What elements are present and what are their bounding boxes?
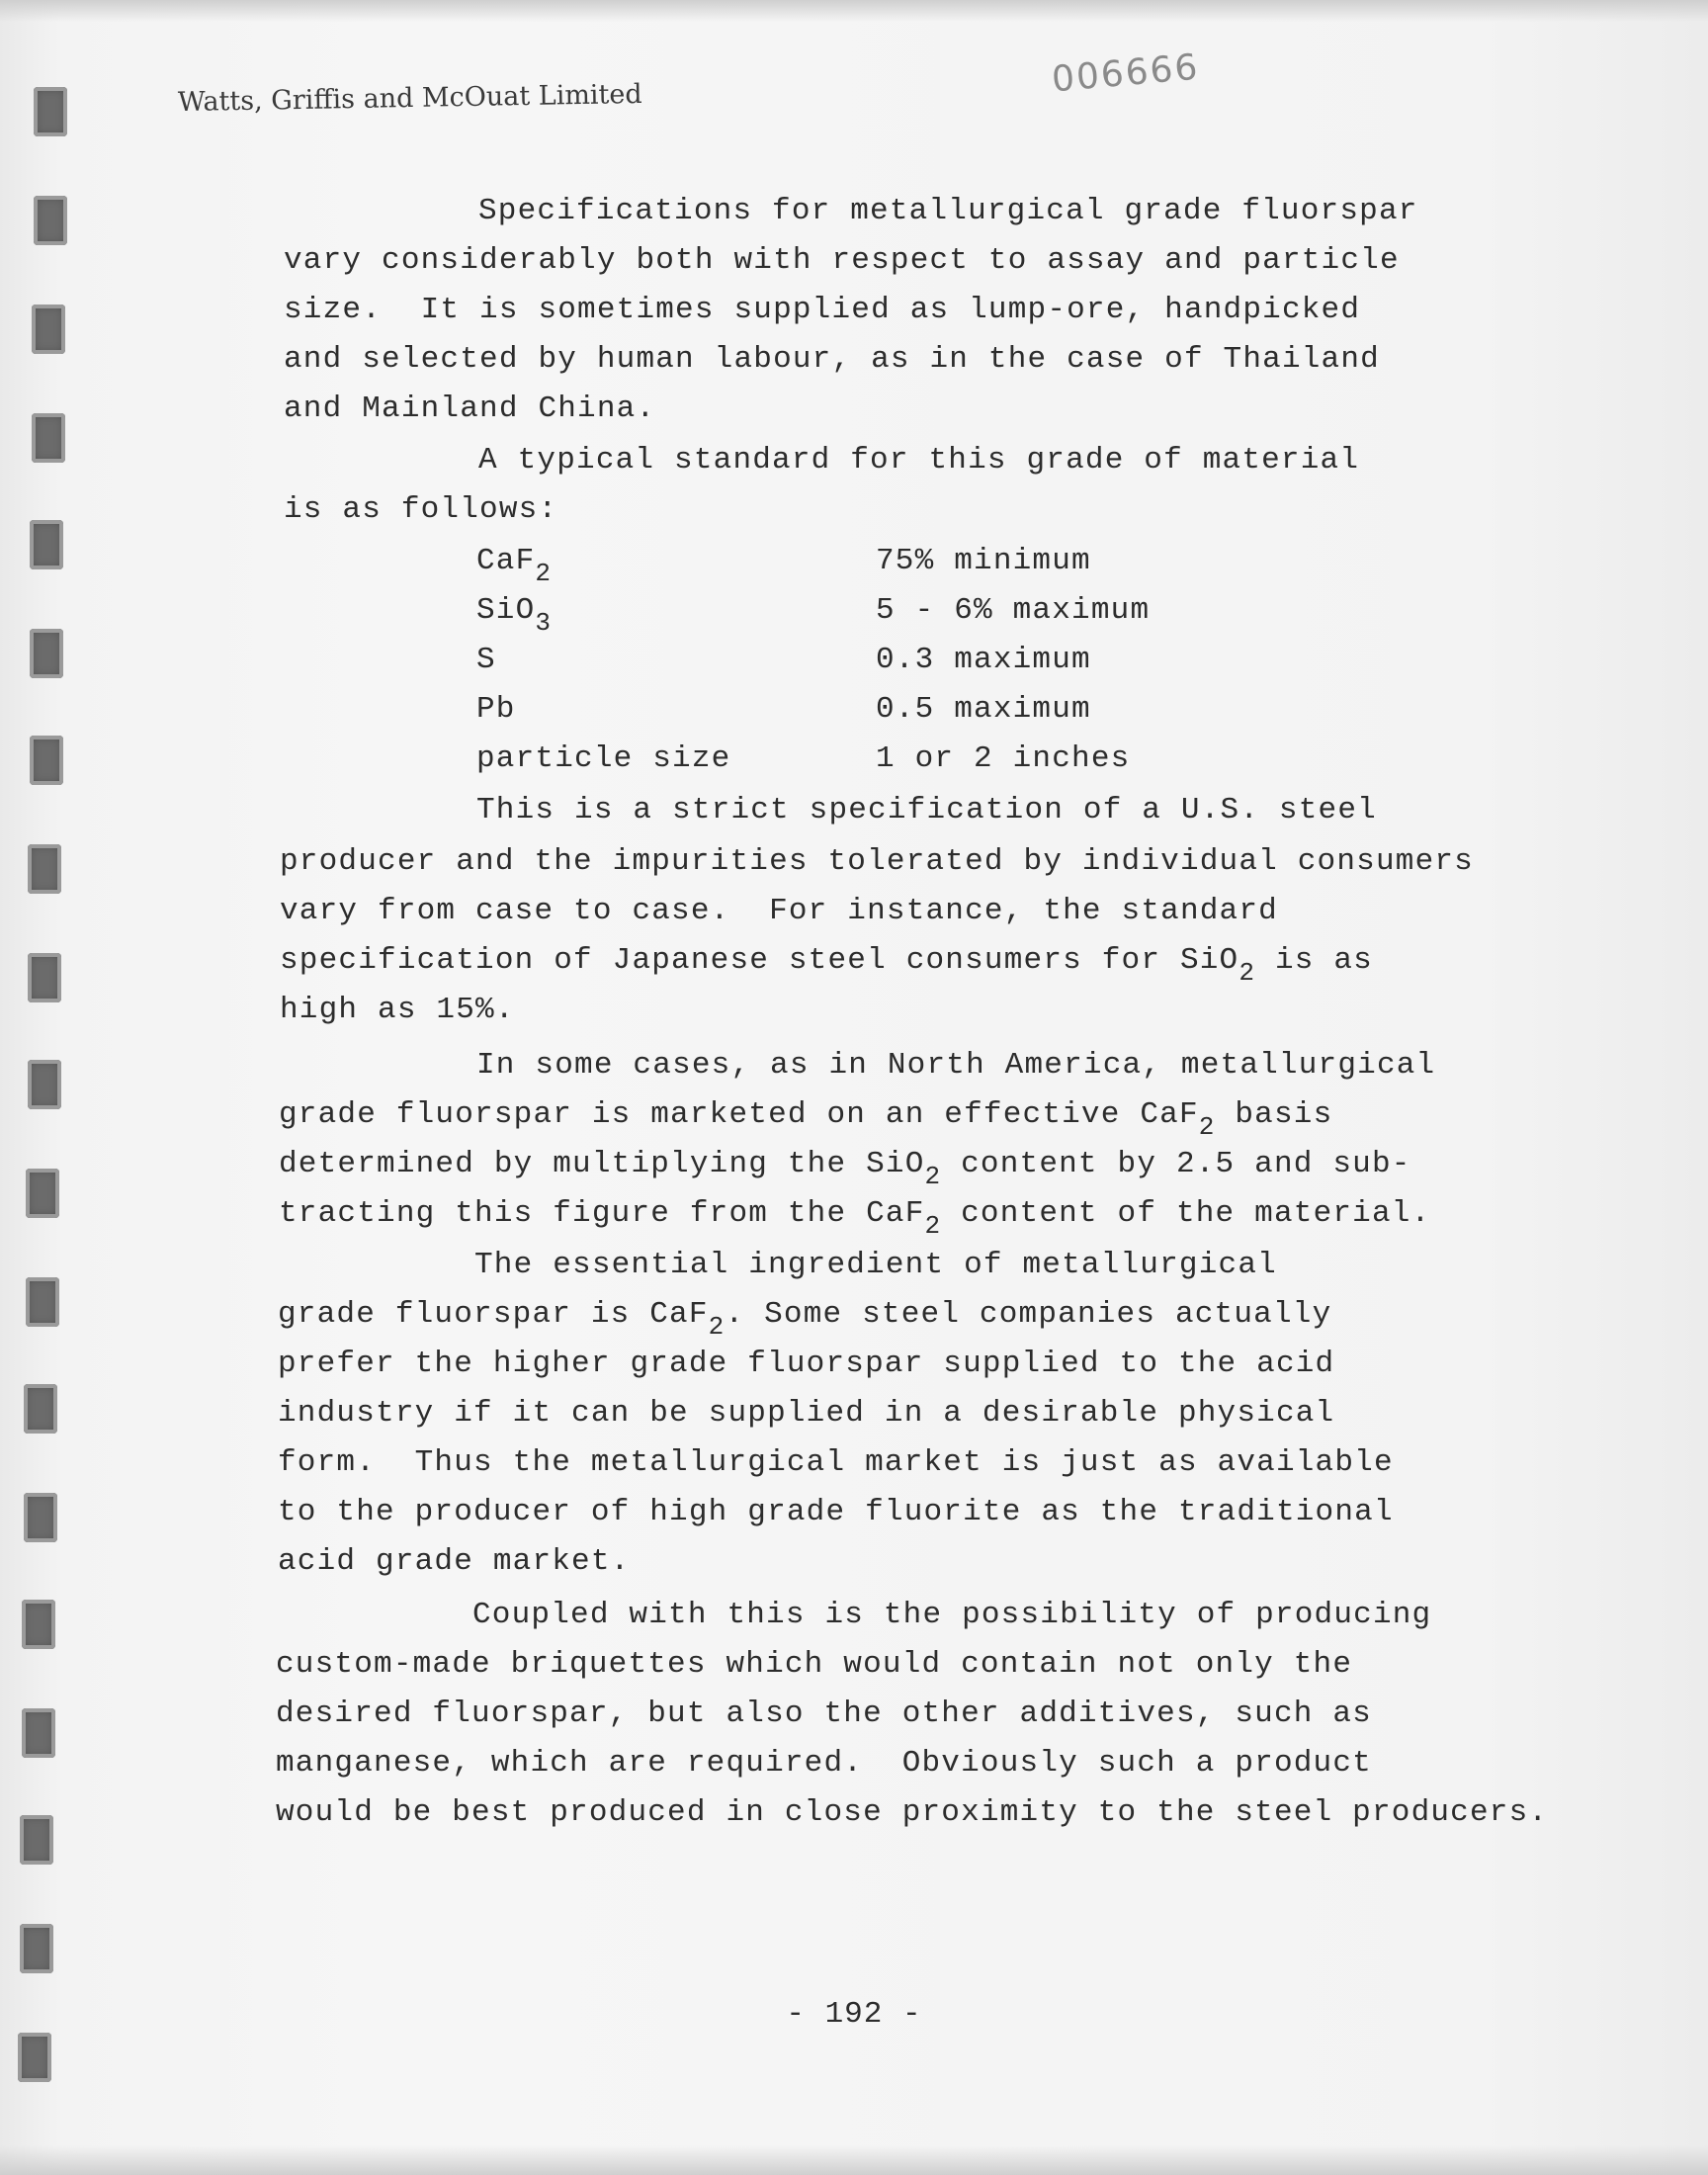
binding-hole [20, 1815, 53, 1865]
text-line: The essential ingredient of metallurgical [474, 1248, 1277, 1282]
text-line: high as 15%. [280, 993, 515, 1027]
text-line: In some cases, as in North America, metallurgical [476, 1048, 1436, 1083]
text-line: grade fluorspar is CaF$_2$. Some steel companies actually [278, 1297, 1332, 1342]
binding-hole [22, 1600, 55, 1649]
text-line: producer and the impurities tolerated by individual consumers [280, 844, 1474, 879]
text-line: is as follows: [284, 492, 558, 527]
text-line: industry if it can be supplied in a desirable physical [278, 1396, 1335, 1431]
scan-edge-top [0, 0, 1708, 22]
text-line: and Mainland China. [284, 392, 656, 426]
binding-hole [20, 1924, 53, 1973]
text-line: custom-made briquettes which would contain not only the [276, 1647, 1353, 1682]
binding-hole [32, 304, 65, 354]
spec-value: 0.5 maximum [876, 692, 1091, 727]
binding-hole [28, 953, 61, 1002]
binding-hole [18, 2033, 51, 2082]
binding-hole [30, 520, 63, 569]
spec-name: S [476, 643, 496, 677]
binding-hole [24, 1384, 57, 1434]
text-line: manganese, which are required. Obviously such a product [276, 1746, 1372, 1781]
binding-hole [34, 87, 67, 136]
spec-name: particle size [476, 741, 731, 776]
binding-hole [30, 629, 63, 678]
text-line: vary considerably both with respect to assay and particle [284, 243, 1400, 278]
text-line: specification of Japanese steel consumers for SiO$_2$ is as [280, 943, 1373, 988]
text-line: This is a strict specification of a U.S. steel [476, 793, 1377, 827]
text-line: tracting this figure from the CaF$_2$ content of the material. [279, 1196, 1431, 1241]
text-line: grade fluorspar is marketed on an effective CaF$_2$ basis [279, 1097, 1333, 1142]
binding-hole [26, 1277, 59, 1327]
binding-hole [26, 1169, 59, 1218]
text-line: would be best produced in close proximity to the steel producers. [276, 1795, 1549, 1830]
page-number: - 192 - [786, 1997, 922, 2032]
text-line: size. It is sometimes supplied as lump-ore, handpicked [284, 293, 1361, 327]
text-line: Coupled with this is the possibility of producing [472, 1598, 1432, 1632]
text-line: A typical standard for this grade of material [478, 443, 1360, 478]
text-line: desired fluorspar, but also the other additives, such as [276, 1696, 1372, 1731]
spec-name: CaF$_2$ [476, 544, 553, 588]
text-line: vary from case to case. For instance, the standard [280, 894, 1278, 928]
scan-edge-bottom [0, 2145, 1708, 2175]
spec-name: Pb [476, 692, 516, 727]
binding-hole [28, 844, 61, 894]
binding-hole [24, 1493, 57, 1542]
document-stamp-number: 006666 [1050, 46, 1201, 101]
spec-value: 75% minimum [876, 544, 1091, 578]
text-line: determined by multiplying the SiO$_2$ content by 2.5 and sub- [279, 1147, 1411, 1191]
binding-holes [14, 79, 83, 2116]
text-line: acid grade market. [278, 1544, 631, 1579]
spec-value: 5 - 6% maximum [876, 593, 1151, 628]
binding-hole [32, 413, 65, 463]
text-line: and selected by human labour, as in the case of Thailand [284, 342, 1380, 377]
binding-hole [22, 1708, 55, 1758]
text-line: Specifications for metallurgical grade fluorspar [478, 194, 1418, 228]
spec-name: SiO$_3$ [476, 593, 553, 638]
binding-hole [30, 736, 63, 785]
spec-value: 0.3 maximum [876, 643, 1091, 677]
text-line: form. Thus the metallurgical market is just as available [278, 1445, 1394, 1480]
letterhead: Watts, Griffis and McOuat Limited [177, 78, 642, 119]
binding-hole [28, 1060, 61, 1109]
spec-value: 1 or 2 inches [876, 741, 1131, 776]
binding-hole [34, 196, 67, 245]
text-line: prefer the higher grade fluorspar supplied to the acid [278, 1347, 1335, 1381]
text-line: to the producer of high grade fluorite as the traditional [278, 1495, 1394, 1529]
